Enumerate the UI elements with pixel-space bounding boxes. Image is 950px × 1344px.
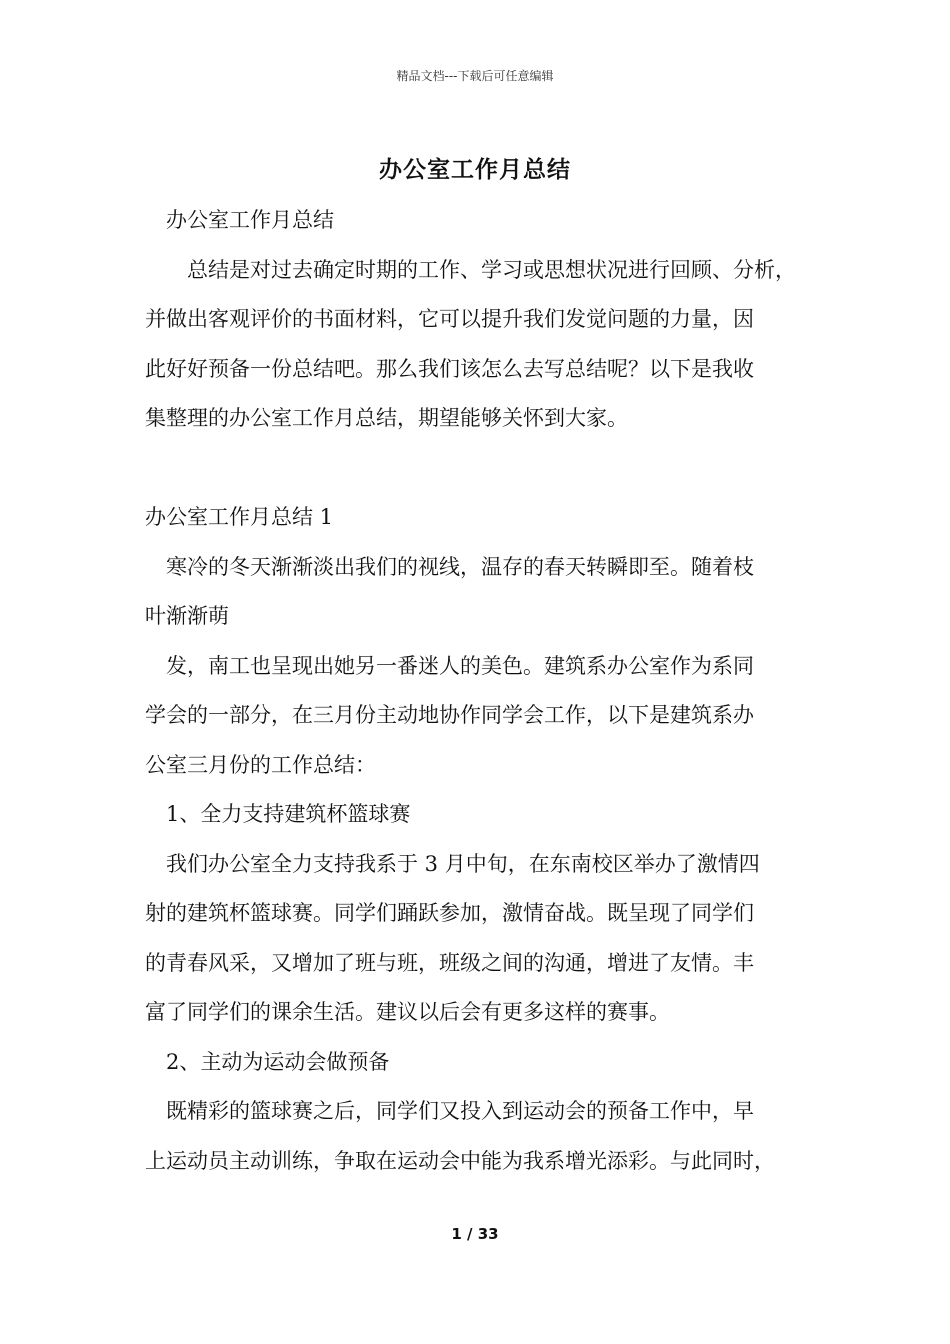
body-line: 并做出客观评价的书面材料，它可以提升我们发觉问题的力量，因 — [145, 307, 754, 331]
body-line: 富了同学们的课余生活。建议以后会有更多这样的赛事。 — [145, 1000, 670, 1024]
body-line: 叶渐渐萌 — [145, 604, 229, 628]
body-line: 总结是对过去确定时期的工作、学习或思想状况进行回顾、分析， — [145, 257, 796, 282]
page-separator: / — [461, 1225, 478, 1243]
body-line: 既精彩的篮球赛之后，同学们又投入到运动会的预备工作中，早 — [145, 1099, 754, 1123]
body-line: 此好好预备一份总结吧。那么我们该怎么去写总结呢？以下是我收 — [145, 356, 754, 381]
page-total: 33 — [477, 1225, 499, 1243]
body-line: 发，南工也呈现出她另一番迷人的美色。建筑系办公室作为系同 — [145, 653, 754, 678]
body-line: 办公室工作月总结 — [145, 208, 334, 232]
document-body — [145, 196, 825, 1186]
list-item-heading: 1、全力支持建筑杯篮球赛 — [145, 802, 411, 826]
body-line: 学会的一部分，在三月份主动地协作同学会工作，以下是建筑系办 — [145, 703, 754, 727]
body-line: 射的建筑杯篮球赛。同学们踊跃参加，激情奋战。既呈现了同学们 — [145, 901, 754, 925]
body-line: 集整理的办公室工作月总结，期望能够关怀到大家。 — [145, 406, 628, 430]
body-line: 上运动员主动训练，争取在运动会中能为我系增光添彩。与此同时， — [145, 1148, 775, 1173]
body-line: 公室三月份的工作总结： — [145, 752, 376, 777]
section-heading: 办公室工作月总结 1 — [145, 505, 334, 529]
list-item-heading: 2、主动为运动会做预备 — [145, 1049, 390, 1074]
body-line — [145, 444, 825, 494]
document-title: 办公室工作月总结 — [379, 156, 571, 183]
body-line: 的青春风采，又增加了班与班，班级之间的沟通，增进了友情。丰 — [145, 950, 754, 975]
document-header-note: 精品文档---下载后可任意编辑 — [396, 69, 554, 83]
body-line: 我们办公室全力支持我系于 3 月中旬，在东南校区举办了激情四 — [145, 851, 760, 876]
page-number — [0, 1225, 950, 1243]
page-current: 1 — [451, 1225, 462, 1243]
body-line: 寒冷的冬天渐渐淡出我们的视线，温存的春天转瞬即至。随着枝 — [145, 554, 754, 579]
